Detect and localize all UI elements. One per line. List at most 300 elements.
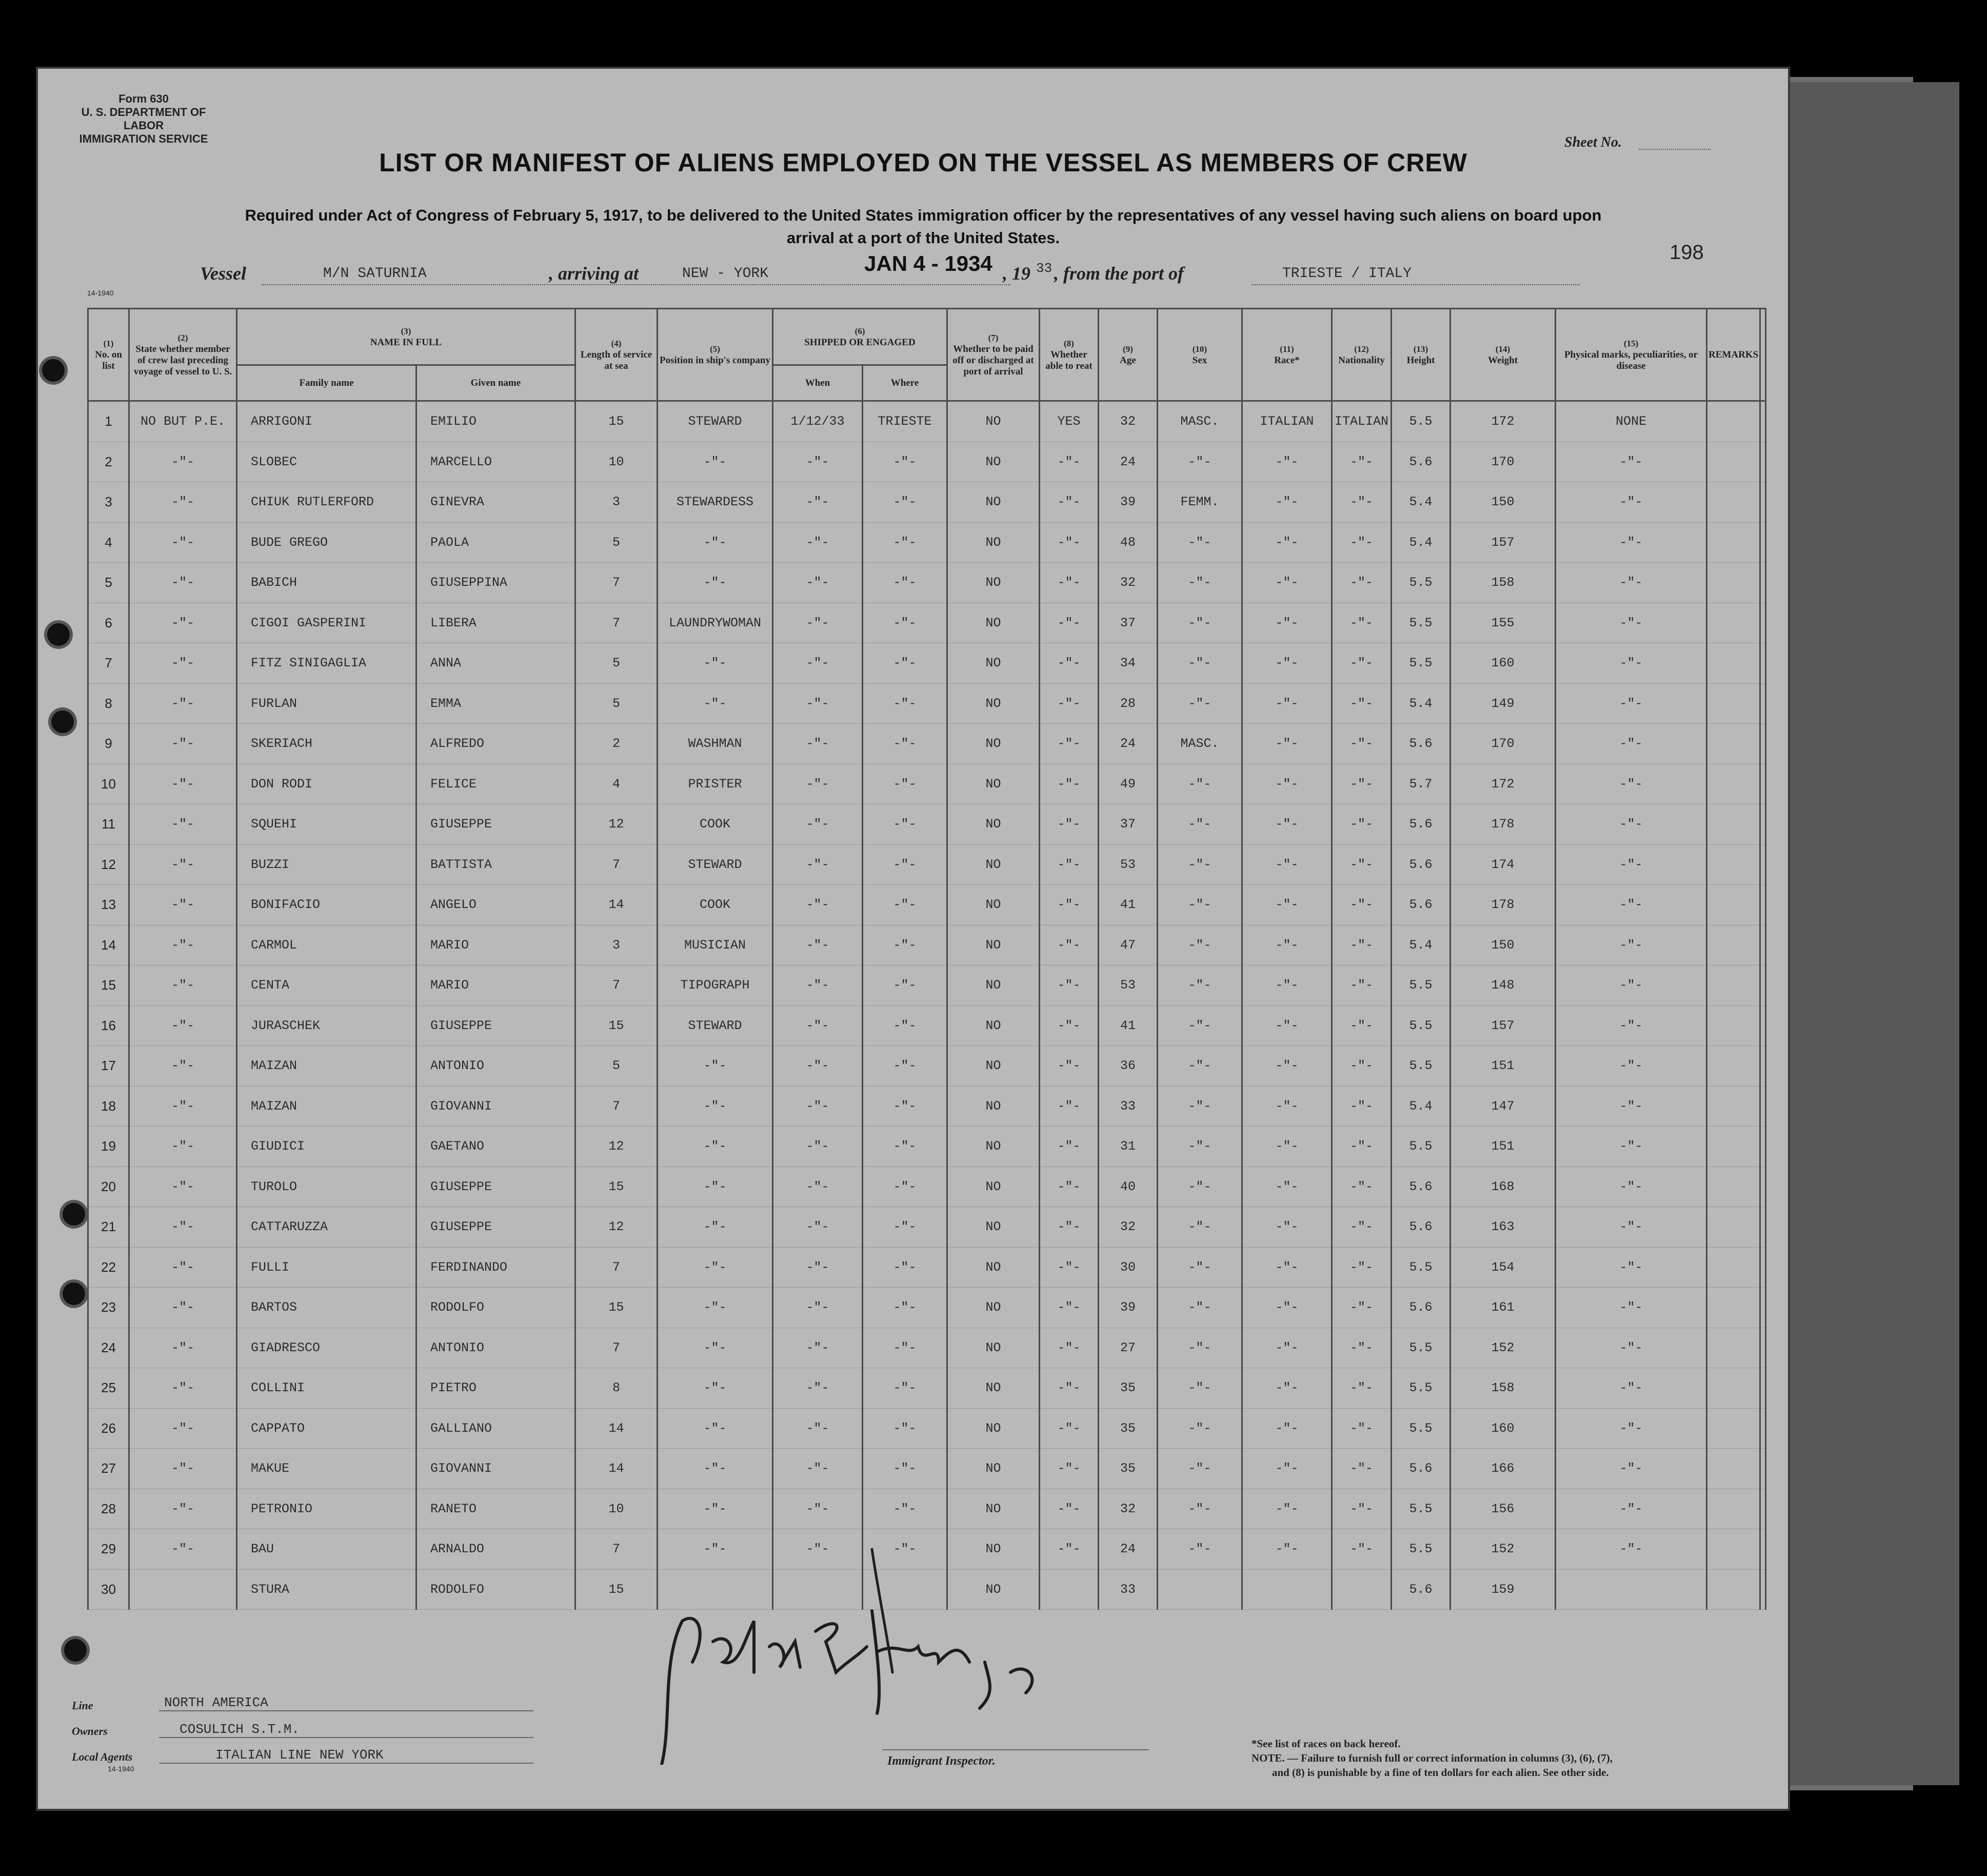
height-cell: 5.5 bbox=[1392, 965, 1450, 1006]
race-cell: -"- bbox=[1242, 1408, 1332, 1449]
family-name-cell: CARMOL bbox=[237, 925, 416, 965]
row-number-cell: 3 bbox=[88, 482, 129, 523]
paid-off-cell: NO bbox=[947, 925, 1040, 965]
length-of-service-cell: 12 bbox=[575, 804, 658, 845]
height-cell: 5.5 bbox=[1392, 1529, 1450, 1570]
weight-cell: 151 bbox=[1450, 1127, 1556, 1167]
previous-voyage-cell: -"- bbox=[129, 1529, 237, 1570]
height-cell: 5.5 bbox=[1392, 1247, 1450, 1288]
nationality-cell: -"- bbox=[1332, 804, 1392, 845]
age-cell: 53 bbox=[1099, 965, 1158, 1006]
nationality-cell: -"- bbox=[1332, 563, 1392, 603]
row-number-cell: 27 bbox=[88, 1449, 129, 1489]
age-cell: 47 bbox=[1099, 925, 1158, 965]
height-cell: 5.6 bbox=[1392, 1207, 1450, 1248]
position-cell: -"- bbox=[658, 1288, 773, 1328]
given-name-cell: ANGELO bbox=[416, 885, 575, 925]
position-cell: -"- bbox=[658, 1529, 773, 1570]
margin-cell bbox=[1760, 563, 1766, 603]
age-cell: 30 bbox=[1099, 1247, 1158, 1288]
position-cell: -"- bbox=[658, 563, 773, 603]
shipped-when-cell: -"- bbox=[773, 764, 863, 804]
remarks-cell bbox=[1707, 1489, 1760, 1529]
age-cell: 32 bbox=[1099, 401, 1158, 442]
family-name-cell: GIUDICI bbox=[237, 1127, 416, 1167]
table-row bbox=[88, 844, 1766, 885]
able-to-read-cell: -"- bbox=[1040, 1046, 1099, 1087]
sex-cell: -"- bbox=[1158, 643, 1242, 684]
agents-underline bbox=[159, 1763, 533, 1764]
age-cell: 37 bbox=[1099, 804, 1158, 845]
table-row bbox=[88, 1449, 1766, 1489]
nationality-cell: -"- bbox=[1332, 1288, 1392, 1328]
weight-cell: 150 bbox=[1450, 482, 1556, 523]
row-number-cell: 1 bbox=[88, 401, 129, 442]
age-cell: 24 bbox=[1099, 442, 1158, 482]
shipped-when-cell: -"- bbox=[773, 1288, 863, 1328]
family-name-cell: BARTOS bbox=[237, 1288, 416, 1328]
given-name-cell: GIUSEPPE bbox=[416, 1167, 575, 1207]
race-cell: -"- bbox=[1242, 885, 1332, 925]
row-number-cell: 22 bbox=[88, 1247, 129, 1288]
weight-cell: 150 bbox=[1450, 925, 1556, 965]
weight-cell: 155 bbox=[1450, 603, 1556, 643]
weight-cell: 157 bbox=[1450, 1005, 1556, 1046]
row-number-cell: 29 bbox=[88, 1529, 129, 1570]
physical-marks-cell: NONE bbox=[1556, 401, 1707, 442]
physical-marks-cell bbox=[1556, 1569, 1707, 1610]
shipped-where-cell: -"- bbox=[863, 683, 947, 724]
given-name-cell: MARIO bbox=[416, 965, 575, 1006]
row-number-cell: 15 bbox=[88, 965, 129, 1006]
shipped-when-cell: -"- bbox=[773, 1489, 863, 1529]
position-cell: COOK bbox=[658, 885, 773, 925]
binder-hole bbox=[64, 1639, 87, 1662]
previous-voyage-cell: -"- bbox=[129, 1207, 237, 1248]
footer-notes bbox=[1251, 1736, 1754, 1780]
shipped-when-cell: -"- bbox=[773, 1408, 863, 1449]
shipped-where-cell: -"- bbox=[863, 724, 947, 764]
weight-cell: 147 bbox=[1450, 1086, 1556, 1127]
paid-off-cell: NO bbox=[947, 1408, 1040, 1449]
shipped-when-cell: -"- bbox=[773, 1449, 863, 1489]
form-code-bottom: 14-1940 bbox=[108, 1765, 134, 1773]
family-name-cell: TUROLO bbox=[237, 1167, 416, 1207]
year-prefix: , 19 bbox=[1003, 263, 1030, 284]
height-cell: 5.5 bbox=[1392, 1046, 1450, 1087]
race-cell: -"- bbox=[1242, 442, 1332, 482]
paid-off-cell: NO bbox=[947, 844, 1040, 885]
length-of-service-cell: 7 bbox=[575, 1529, 658, 1570]
table-row bbox=[88, 1368, 1766, 1409]
row-number-cell: 13 bbox=[88, 885, 129, 925]
height-cell: 5.7 bbox=[1392, 764, 1450, 804]
shipped-when-cell: -"- bbox=[773, 643, 863, 684]
line-value: NORTH AMERICA bbox=[164, 1695, 268, 1710]
age-cell: 35 bbox=[1099, 1368, 1158, 1409]
sheet-number-label: Sheet No. bbox=[1564, 134, 1622, 150]
row-number-cell: 6 bbox=[88, 603, 129, 643]
sex-cell: -"- bbox=[1158, 1127, 1242, 1167]
shipped-where-cell: -"- bbox=[863, 1368, 947, 1409]
length-of-service-cell: 4 bbox=[575, 764, 658, 804]
from-port: TRIESTE / ITALY bbox=[1282, 266, 1412, 282]
sex-cell: -"- bbox=[1158, 1086, 1242, 1127]
given-name-cell: ANTONIO bbox=[416, 1328, 575, 1368]
table-row bbox=[88, 804, 1766, 845]
physical-marks-cell: -"- bbox=[1556, 1449, 1707, 1489]
weight-cell: 160 bbox=[1450, 643, 1556, 684]
sex-cell: -"- bbox=[1158, 925, 1242, 965]
remarks-cell bbox=[1707, 442, 1760, 482]
year-value: 33 bbox=[1036, 261, 1052, 276]
height-cell: 5.5 bbox=[1392, 563, 1450, 603]
shipped-when-cell: -"- bbox=[773, 1127, 863, 1167]
able-to-read-cell: -"- bbox=[1040, 1408, 1099, 1449]
header-position: (5) Position in ship's company bbox=[658, 309, 773, 401]
given-name-cell: FERDINANDO bbox=[416, 1247, 575, 1288]
physical-marks-cell: -"- bbox=[1556, 844, 1707, 885]
remarks-cell bbox=[1707, 1569, 1760, 1610]
margin-cell bbox=[1760, 1569, 1766, 1610]
shipped-where-cell: -"- bbox=[863, 563, 947, 603]
shipped-when-cell: -"- bbox=[773, 1167, 863, 1207]
age-cell: 35 bbox=[1099, 1408, 1158, 1449]
remarks-cell bbox=[1707, 724, 1760, 764]
length-of-service-cell: 5 bbox=[575, 643, 658, 684]
able-to-read-cell: -"- bbox=[1040, 1086, 1099, 1127]
previous-voyage-cell bbox=[129, 1569, 237, 1610]
height-cell: 5.6 bbox=[1392, 1449, 1450, 1489]
height-cell: 5.5 bbox=[1392, 1328, 1450, 1368]
physical-marks-cell: -"- bbox=[1556, 522, 1707, 563]
position-cell: COOK bbox=[658, 804, 773, 845]
row-number-cell: 18 bbox=[88, 1086, 129, 1127]
sex-cell: MASC. bbox=[1158, 724, 1242, 764]
paid-off-cell: NO bbox=[947, 1288, 1040, 1328]
previous-voyage-cell: -"- bbox=[129, 965, 237, 1006]
margin-cell bbox=[1760, 925, 1766, 965]
remarks-cell bbox=[1707, 683, 1760, 724]
length-of-service-cell: 8 bbox=[575, 1368, 658, 1409]
given-name-cell: GAETANO bbox=[416, 1127, 575, 1167]
margin-cell bbox=[1760, 482, 1766, 523]
able-to-read-cell: -"- bbox=[1040, 764, 1099, 804]
paid-off-cell: NO bbox=[947, 482, 1040, 523]
nationality-cell: -"- bbox=[1332, 603, 1392, 643]
nationality-cell: -"- bbox=[1332, 1086, 1392, 1127]
row-number-cell: 16 bbox=[88, 1005, 129, 1046]
nationality-cell: -"- bbox=[1332, 1247, 1392, 1288]
header-length-of-service: (4) Length of service at sea bbox=[575, 309, 658, 401]
paid-off-cell: NO bbox=[947, 563, 1040, 603]
able-to-read-cell: -"- bbox=[1040, 1328, 1099, 1368]
remarks-cell bbox=[1707, 1408, 1760, 1449]
physical-marks-cell: -"- bbox=[1556, 965, 1707, 1006]
able-to-read-cell: -"- bbox=[1040, 965, 1099, 1006]
header-where: Where bbox=[863, 365, 947, 401]
physical-marks-cell: -"- bbox=[1556, 1247, 1707, 1288]
age-cell: 36 bbox=[1099, 1046, 1158, 1087]
physical-marks-cell: -"- bbox=[1556, 1368, 1707, 1409]
height-cell: 5.5 bbox=[1392, 603, 1450, 643]
margin-cell bbox=[1760, 1086, 1766, 1127]
row-number-cell: 24 bbox=[88, 1328, 129, 1368]
age-cell: 34 bbox=[1099, 643, 1158, 684]
remarks-cell bbox=[1707, 844, 1760, 885]
weight-cell: 160 bbox=[1450, 1408, 1556, 1449]
shipped-when-cell: -"- bbox=[773, 603, 863, 643]
header-given-name: Given name bbox=[416, 365, 575, 401]
height-cell: 5.4 bbox=[1392, 522, 1450, 563]
previous-voyage-cell: -"- bbox=[129, 563, 237, 603]
family-name-cell: CATTARUZZA bbox=[237, 1207, 416, 1248]
weight-cell: 159 bbox=[1450, 1569, 1556, 1610]
family-name-cell: BONIFACIO bbox=[237, 885, 416, 925]
nationality-cell: ITALIAN bbox=[1332, 401, 1392, 442]
able-to-read-cell: -"- bbox=[1040, 885, 1099, 925]
remarks-cell bbox=[1707, 925, 1760, 965]
able-to-read-cell: -"- bbox=[1040, 925, 1099, 965]
given-name-cell: FELICE bbox=[416, 764, 575, 804]
height-cell: 5.6 bbox=[1392, 442, 1450, 482]
sex-cell: -"- bbox=[1158, 844, 1242, 885]
age-cell: 39 bbox=[1099, 1288, 1158, 1328]
paid-off-cell: NO bbox=[947, 724, 1040, 764]
margin-cell bbox=[1760, 603, 1766, 643]
sex-cell bbox=[1158, 1569, 1242, 1610]
length-of-service-cell: 10 bbox=[575, 442, 658, 482]
physical-marks-cell: -"- bbox=[1556, 563, 1707, 603]
previous-voyage-cell: -"- bbox=[129, 482, 237, 523]
shipped-where-cell: -"- bbox=[863, 442, 947, 482]
page-title: LIST OR MANIFEST OF ALIENS EMPLOYED ON THE VESSEL AS MEMBERS OF CREW bbox=[379, 148, 1467, 177]
age-cell: 28 bbox=[1099, 683, 1158, 724]
paid-off-cell: NO bbox=[947, 764, 1040, 804]
position-cell: -"- bbox=[658, 1408, 773, 1449]
position-cell: -"- bbox=[658, 643, 773, 684]
sex-cell: -"- bbox=[1158, 885, 1242, 925]
paid-off-cell: NO bbox=[947, 885, 1040, 925]
height-cell: 5.6 bbox=[1392, 885, 1450, 925]
length-of-service-cell: 7 bbox=[575, 1247, 658, 1288]
shipped-when-cell: -"- bbox=[773, 1046, 863, 1087]
race-cell: -"- bbox=[1242, 1046, 1332, 1087]
shipped-where-cell: -"- bbox=[863, 1408, 947, 1449]
physical-marks-cell: -"- bbox=[1556, 1046, 1707, 1087]
row-number-cell: 19 bbox=[88, 1127, 129, 1167]
length-of-service-cell: 14 bbox=[575, 1408, 658, 1449]
position-cell: -"- bbox=[658, 1449, 773, 1489]
crew-manifest-table bbox=[87, 308, 1766, 1610]
given-name-cell: ARNALDO bbox=[416, 1529, 575, 1570]
shipped-when-cell: -"- bbox=[773, 1207, 863, 1248]
vessel-line bbox=[200, 251, 1585, 293]
height-cell: 5.6 bbox=[1392, 804, 1450, 845]
binder-hole bbox=[63, 1203, 85, 1226]
length-of-service-cell: 12 bbox=[575, 1207, 658, 1248]
header-no-on-list: (1) No. on list bbox=[88, 309, 129, 401]
paid-off-cell: NO bbox=[947, 1569, 1040, 1610]
sex-cell: -"- bbox=[1158, 522, 1242, 563]
margin-cell bbox=[1760, 1127, 1766, 1167]
paid-off-cell: NO bbox=[947, 1247, 1040, 1288]
family-name-cell: GIADRESCO bbox=[237, 1328, 416, 1368]
given-name-cell: GIUSEPPE bbox=[416, 1005, 575, 1046]
previous-voyage-cell: -"- bbox=[129, 1368, 237, 1409]
height-cell: 5.6 bbox=[1392, 1569, 1450, 1610]
header-physical-marks: (15) Physical marks, peculiarities, or disease bbox=[1556, 309, 1707, 401]
margin-cell bbox=[1760, 1005, 1766, 1046]
family-name-cell: SQUEHI bbox=[237, 804, 416, 845]
previous-voyage-cell: -"- bbox=[129, 1005, 237, 1046]
family-name-cell: CENTA bbox=[237, 965, 416, 1006]
position-cell: -"- bbox=[658, 1247, 773, 1288]
given-name-cell: PAOLA bbox=[416, 522, 575, 563]
nationality-cell: -"- bbox=[1332, 1449, 1392, 1489]
height-cell: 5.6 bbox=[1392, 1288, 1450, 1328]
length-of-service-cell: 7 bbox=[575, 844, 658, 885]
shipped-where-cell: -"- bbox=[863, 1489, 947, 1529]
table-row bbox=[88, 1288, 1766, 1328]
row-number-cell: 14 bbox=[88, 925, 129, 965]
date-stamp: JAN 4 - 1934 bbox=[864, 251, 992, 275]
remarks-cell bbox=[1707, 1005, 1760, 1046]
nationality-cell: -"- bbox=[1332, 724, 1392, 764]
race-cell: -"- bbox=[1242, 1167, 1332, 1207]
race-cell: -"- bbox=[1242, 1449, 1332, 1489]
margin-cell bbox=[1760, 1529, 1766, 1570]
nationality-cell: -"- bbox=[1332, 1368, 1392, 1409]
inspector-label: Immigrant Inspector. bbox=[887, 1754, 996, 1768]
length-of-service-cell: 7 bbox=[575, 965, 658, 1006]
header-name-in-full: (3) NAME IN FULL bbox=[237, 309, 575, 365]
age-cell: 32 bbox=[1099, 1489, 1158, 1529]
row-number-cell: 28 bbox=[88, 1489, 129, 1529]
weight-cell: 170 bbox=[1450, 724, 1556, 764]
remarks-cell bbox=[1707, 965, 1760, 1006]
nationality-cell: -"- bbox=[1332, 1167, 1392, 1207]
remarks-cell bbox=[1707, 1167, 1760, 1207]
height-cell: 5.5 bbox=[1392, 1127, 1450, 1167]
race-cell: -"- bbox=[1242, 1247, 1332, 1288]
remarks-cell bbox=[1707, 885, 1760, 925]
agents-value: ITALIAN LINE NEW YORK bbox=[215, 1747, 384, 1763]
previous-voyage-cell: -"- bbox=[129, 1247, 237, 1288]
family-name-cell: CHIUK RUTLERFORD bbox=[237, 482, 416, 523]
previous-voyage-cell: -"- bbox=[129, 643, 237, 684]
vessel-name: M/N SATURNIA bbox=[323, 266, 427, 282]
shipped-where-cell: -"- bbox=[863, 885, 947, 925]
able-to-read-cell: -"- bbox=[1040, 1368, 1099, 1409]
physical-marks-cell: -"- bbox=[1556, 643, 1707, 684]
remarks-cell bbox=[1707, 1127, 1760, 1167]
table-row bbox=[88, 965, 1766, 1006]
paid-off-cell: NO bbox=[947, 965, 1040, 1006]
nationality-cell: -"- bbox=[1332, 764, 1392, 804]
age-cell: 33 bbox=[1099, 1086, 1158, 1127]
position-cell: -"- bbox=[658, 1167, 773, 1207]
header-able-to-read: (8) Whether able to reat bbox=[1040, 309, 1099, 401]
port-underline bbox=[662, 284, 1010, 285]
shipped-when-cell: -"- bbox=[773, 1005, 863, 1046]
given-name-cell: RODOLFO bbox=[416, 1288, 575, 1328]
paid-off-cell: NO bbox=[947, 1046, 1040, 1087]
nationality-cell: -"- bbox=[1332, 442, 1392, 482]
margin-cell bbox=[1760, 1247, 1766, 1288]
nationality-cell: -"- bbox=[1332, 965, 1392, 1006]
margin-cell bbox=[1760, 1408, 1766, 1449]
able-to-read-cell: -"- bbox=[1040, 1449, 1099, 1489]
age-cell: 32 bbox=[1099, 1207, 1158, 1248]
table-row bbox=[88, 1207, 1766, 1248]
row-number-cell: 11 bbox=[88, 804, 129, 845]
owners-value: COSULICH S.T.M. bbox=[180, 1722, 300, 1737]
sex-cell: FEMM. bbox=[1158, 482, 1242, 523]
sex-cell: -"- bbox=[1158, 1489, 1242, 1529]
shipped-where-cell: -"- bbox=[863, 1328, 947, 1368]
age-cell: 31 bbox=[1099, 1127, 1158, 1167]
race-cell: -"- bbox=[1242, 1207, 1332, 1248]
family-name-cell: SKERIACH bbox=[237, 724, 416, 764]
weight-cell: 148 bbox=[1450, 965, 1556, 1006]
nationality-cell: -"- bbox=[1332, 844, 1392, 885]
agents-label: Local Agents bbox=[72, 1750, 133, 1763]
sex-cell: -"- bbox=[1158, 563, 1242, 603]
length-of-service-cell: 14 bbox=[575, 1449, 658, 1489]
height-cell: 5.5 bbox=[1392, 1368, 1450, 1409]
family-name-cell: BUZZI bbox=[237, 844, 416, 885]
able-to-read-cell: -"- bbox=[1040, 844, 1099, 885]
sex-cell: -"- bbox=[1158, 1207, 1242, 1248]
family-name-cell: COLLINI bbox=[237, 1368, 416, 1409]
binder-hole bbox=[47, 623, 70, 646]
length-of-service-cell: 15 bbox=[575, 1005, 658, 1046]
remarks-cell bbox=[1707, 1368, 1760, 1409]
paid-off-cell: NO bbox=[947, 643, 1040, 684]
binder-hole bbox=[51, 710, 74, 733]
table-row bbox=[88, 563, 1766, 603]
sex-cell: -"- bbox=[1158, 1408, 1242, 1449]
given-name-cell: GIUSEPPINA bbox=[416, 563, 575, 603]
remarks-cell bbox=[1707, 1529, 1760, 1570]
table-row bbox=[88, 1005, 1766, 1046]
header-age: (9) Age bbox=[1099, 309, 1158, 401]
height-cell: 5.4 bbox=[1392, 683, 1450, 724]
weight-cell: 158 bbox=[1450, 563, 1556, 603]
age-cell: 41 bbox=[1099, 1005, 1158, 1046]
race-cell: -"- bbox=[1242, 1529, 1332, 1570]
form-code: 14-1940 bbox=[87, 289, 114, 297]
service-name: IMMIGRATION SERVICE bbox=[79, 132, 208, 145]
shipped-where-cell: -"- bbox=[863, 1288, 947, 1328]
physical-marks-cell: -"- bbox=[1556, 442, 1707, 482]
able-to-read-cell: -"- bbox=[1040, 1489, 1099, 1529]
given-name-cell: BATTISTA bbox=[416, 844, 575, 885]
given-name-cell: EMILIO bbox=[416, 401, 575, 442]
from-port-underline bbox=[1251, 284, 1580, 285]
paid-off-cell: NO bbox=[947, 1127, 1040, 1167]
shipped-where-cell: -"- bbox=[863, 1127, 947, 1167]
row-number-cell: 4 bbox=[88, 522, 129, 563]
shipped-when-cell: -"- bbox=[773, 844, 863, 885]
family-name-cell: DON RODI bbox=[237, 764, 416, 804]
margin-cell bbox=[1760, 442, 1766, 482]
sex-cell: -"- bbox=[1158, 1449, 1242, 1489]
age-cell: 49 bbox=[1099, 764, 1158, 804]
remarks-cell bbox=[1707, 643, 1760, 684]
shipped-where-cell: -"- bbox=[863, 1529, 947, 1570]
